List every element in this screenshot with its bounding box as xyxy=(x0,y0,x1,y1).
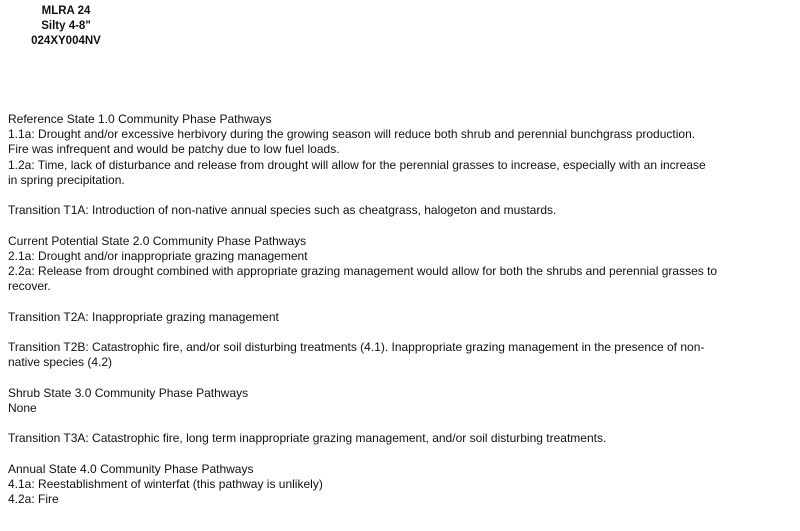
transition-t3a: Transition T3A: Catastrophic fire, long term inappropriate grazing management, and/or soil disturbing treatments. xyxy=(8,431,607,446)
pathway-4-2a: 4.2a: Fire xyxy=(8,491,59,506)
pathway-1-2a-line-1: 1.2a: Time, lack of disturbance and release from drought will allow for the perennial grasses to increase, especially with an increase xyxy=(8,157,706,172)
site-name: Silty 4-8" xyxy=(41,20,91,32)
pathway-2-2a-line-2: recover. xyxy=(8,279,51,294)
spacer xyxy=(8,370,792,385)
transition-t2a: Transition T2A: Inappropriate grazing management xyxy=(8,309,279,324)
site-header xyxy=(16,4,116,49)
pathway-1-1a-line-1: 1.1a: Drought and/or excessive herbivory during the growing season will reduce both shrub and perennial bunchgrass production. xyxy=(8,127,696,142)
spacer xyxy=(8,218,792,233)
spacer xyxy=(8,188,792,203)
transition-t2b-line-1: Transition T2B: Catastrophic fire, and/or soil disturbing treatments (4.1). Inappropriate grazing management in the presence of non- xyxy=(8,339,705,354)
site-id: 024XY004NV xyxy=(31,35,101,47)
annual-state-title: Annual State 4.0 Community Phase Pathways xyxy=(8,461,254,476)
transition-t1a: Transition T1A: Introduction of non-native annual species such as cheatgrass, halogeton and mustards. xyxy=(8,203,557,218)
state-transition-narrative xyxy=(8,112,792,507)
transition-t2b-line-2: native species (4.2) xyxy=(8,355,113,370)
shrub-state-none: None xyxy=(8,400,37,415)
pathway-2-1a: 2.1a: Drought and/or inappropriate grazing management xyxy=(8,248,308,263)
spacer xyxy=(8,416,792,431)
reference-state-title: Reference State 1.0 Community Phase Pathways xyxy=(8,112,272,126)
shrub-state-title: Shrub State 3.0 Community Phase Pathways xyxy=(8,385,249,400)
spacer xyxy=(8,294,792,309)
current-potential-state-title: Current Potential State 2.0 Community Phase Pathways xyxy=(8,233,307,248)
pathway-2-2a-line-1: 2.2a: Release from drought combined with appropriate grazing management would allow for both the shrubs and perennial grasses to xyxy=(8,264,718,278)
spacer xyxy=(8,446,792,461)
pathway-1-2a-line-2: in spring precipitation. xyxy=(8,172,125,187)
pathway-4-1a: 4.1a: Reestablishment of winterfat (this pathway is unlikely) xyxy=(8,476,323,491)
mlra-label: MLRA 24 xyxy=(41,5,91,17)
spacer xyxy=(8,325,792,340)
pathway-1-1a-line-2: Fire was infrequent and would be patchy due to low fuel loads. xyxy=(8,142,340,157)
